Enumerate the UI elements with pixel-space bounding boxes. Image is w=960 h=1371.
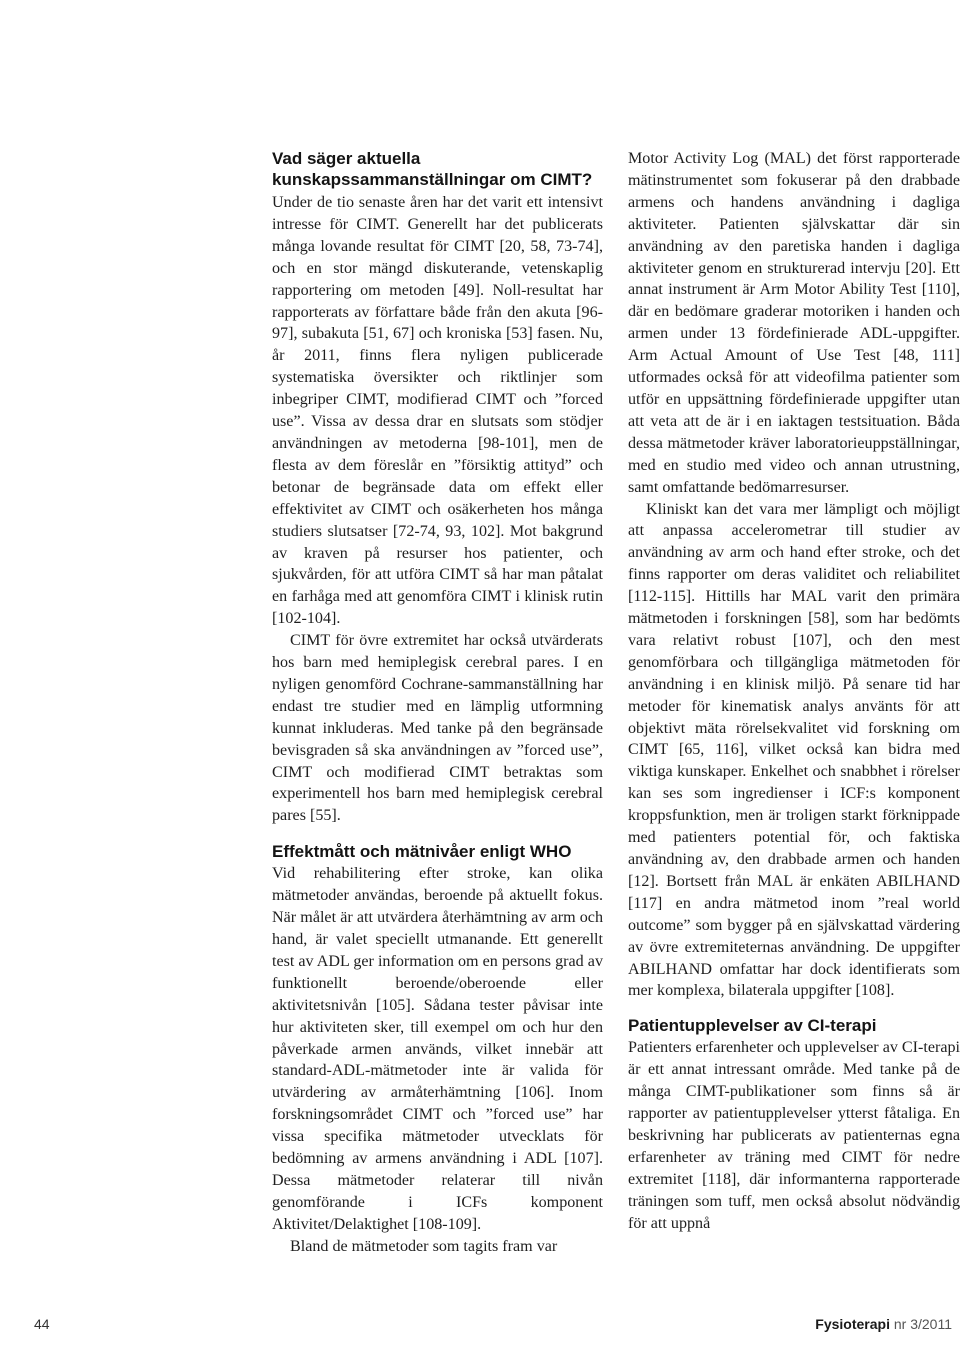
- journal-footer: [815, 1316, 952, 1332]
- left-column: [272, 148, 603, 1258]
- journal-issue: nr 3/2011: [889, 1316, 952, 1332]
- body-paragraph: Kliniskt kan det vara mer lämpligt och möjligt att anpassa accelerometrar till studier av användning av arm och hand efter stroke, och det finns rapporter om deras validitet och reliabilitet [112-115]. Hittills har MAL varit den primära mätmetoden i forskningen [58], som har bedömts vara relativt robust [107], och den mest genomförbara och tillgängliga mätmetoden för användning i en klinisk miljö. På senare tid har metoder för kinematisk analys använts för att objektivt mäta rörelsekvalitet vid forskning om CIMT [65, 116], vilket också kan bidra med viktiga kunskaper. Enkelhet och snabbhet i rörelser kan ses som ingredienser i ICF:s komponent kroppsfunktion, men är troligen starkt förknippade med patienters potential för, och faktiska användning av, den drabbade armen och handen [12]. Bortsett från MAL är enkäten ABILHAND [117] en andra mätmetod inom ”real world outcome” som bygger på en självskattad värdering av övre extremiteternas användning. De uppgifter ABILHAND omfattar har dock identifierats som mer komplexa, bilaterala uppgifter [108].: [628, 500, 960, 1000]
- body-paragraph-continued: Bland de mätmetoder som tagits fram var: [290, 1237, 558, 1255]
- body-paragraph: Under de tio senaste åren har det varit ett intensivt intresse för CIMT. Generellt har det publicerats många lovande resultat för CIMT [20, 58, 73-74], och en stor mängd diskuterande, vetenskaplig rapportering om metoden [49]. Noll-resultat har rapporterats av författare både från den akuta [96-97], subakuta [51, 67] och kroniska [53] fasen. Nu, år 2011, finns flera nyligen publicerade systematiska översikter och riktlinjer som inbegriper CIMT, modifierad CIMT och ”forced use”. Vissa av dessa drar en slutsats som stödjer användningen av metoderna [98-101], men de flesta av dem föreslår en ”försiktig attityd” och betonar de begränsade data om effekt eller effektivitet av CIMT och osäkerheten hos många studiers slutsatser [72-74, 93, 102]. Mot bakgrund av kraven på resurser hos patienter, och sjukvården, för att utföra CIMT så har man påtalat en farhåga med att genomföra CIMT i klinisk rutin [102-104].: [272, 194, 603, 628]
- section-heading-kunskapssammanstallningar: Vad säger aktuella kunskapssammanställningar om CIMT?: [272, 149, 593, 189]
- section-heading-effektmatt: Effektmått och mätnivåer enligt WHO: [272, 842, 572, 862]
- page-number: 44: [34, 1316, 50, 1332]
- right-column: [628, 148, 960, 1235]
- body-paragraph-continuation: Motor Activity Log (MAL) det först rapporterade mätinstrumentet som fokuserar på den drabbade armens och handens användning i dagliga aktiviteter. Patienten självskattar där sin användning av den paretiska handen i dagliga aktiviteter genom en strukturerad intervju [20]. Ett annat instrument är Arm Motor Ability Test [110], där en bedömare graderar motoriken i handen och armen under 13 fördefinierade ADL-uppgifter. Arm Actual Amount of Use Test [48, 111] utformades också för att videofilma patienter som utför en uppsättning fördefinierade uppgifter utan att veta att de är i en iaktagen testsituation. Båda dessa mätmetoder kräver laboratorieuppställningar, med en studio med video och annan utrustning, samt omfattande bedömarresurser.: [628, 150, 960, 496]
- journal-name: Fysioterapi: [815, 1316, 890, 1332]
- section-heading-patientupplevelser: Patientupplevelser av CI-terapi: [628, 1016, 877, 1036]
- body-paragraph: Vid rehabilitering efter stroke, kan olika mätmetoder användas, beroende på aktuellt fokus. När målet är att utvärdera återhämtning av arm och hand, är valet speciellt utmanande. Ett generellt test av ADL ger information om en persons grad av funktionellt beroende/oberoende eller aktivitetsnivån [105]. Sådana tester påvisar inte hur aktiviteten sker, till exempel om och hur den påverkade armen används, vilket innebär att standard-ADL-mätmetoder inte är valida för utvärdering av armåterhämtning [106]. Inom forskningsområdet CIMT och ”forced use” har vissa specifika mätmetoder utvecklats för bedömning av armens användning i ADL [107]. Dessa mätmetoder relaterar till nivån genomförande i ICFs komponent Aktivitet/Delaktighet [108-109].: [272, 865, 603, 1233]
- body-paragraph: CIMT för övre extremitet har också utvärderats hos barn med hemiplegisk cerebral pares. I en nyligen genomförd Cochrane-sammanställning har endast tre studier med en lämplig utformning kunnat inkluderas. Med tanke på den begränsade bevisgraden så ska användningen av ”forced use”, CIMT och modifierad CIMT betraktas som experimentell hos barn med hemiplegisk cerebral pares [55].: [272, 632, 603, 825]
- body-paragraph: Patienters erfarenheter och upplevelser av CI-terapi är ett annat intressant område. Med tanke på de många CIMT-publikationer som finns så är rapporter av patientupplevelser ytterst fåtaliga. En beskrivning har publicerats av patienternas egna erfarenheter av träning med CIMT för nedre extremitet [118], där informanterna rapporterade träningen som tuff, men också absolut nödvändig för att uppnå: [628, 1039, 960, 1232]
